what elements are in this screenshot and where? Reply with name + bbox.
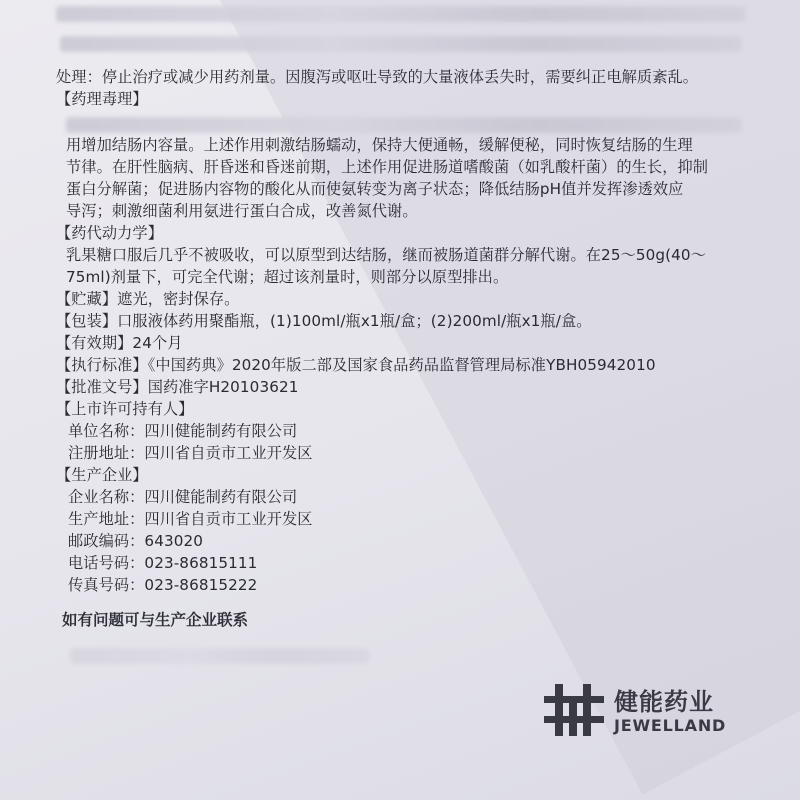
text-line: 处理：停止治疗或减少用药剂量。因腹泻或呕吐导致的大量液体丢失时，需要纠正电解质紊乱。 (56, 68, 699, 86)
text-line: 导泻；刺激细菌利用氨进行蛋白合成，改善氮代谢。 (66, 202, 418, 220)
text-line: 注册地址：四川省自贡市工业开发区 (68, 444, 313, 462)
text-line: 单位名称：四川健能制药有限公司 (68, 422, 298, 440)
text-line: 【上市许可持有人】 (56, 400, 194, 418)
blurred-text-top-2 (60, 36, 742, 52)
text-line: 企业名称：四川健能制药有限公司 (68, 488, 298, 506)
text-line: 传真号码：023-86815222 (68, 576, 258, 594)
contact-note: 如有问题可与生产企业联系 (62, 611, 249, 629)
text-line: 节律。在肝性脑病、肝昏迷和昏迷前期，上述作用促进肠道嗜酸菌（如乳酸杆菌）的生长，抑制 (66, 158, 709, 176)
text-line: 【包装】口服液体药用聚酯瓶，(1)100ml/瓶x1瓶/盒；(2)200ml/瓶x1瓶/盒。 (56, 312, 592, 330)
text-line: 【药理毒理】 (56, 90, 148, 108)
text-line: 生产地址：四川省自贡市工业开发区 (68, 510, 313, 528)
logo-name-cn: 健能药业 (614, 688, 714, 716)
text-line: 【执行标准】《中国药典》2020年版二部及国家食品药品监督管理局标准YBH05942010 (56, 356, 656, 374)
leaflet-body (56, 66, 756, 596)
company-logo (542, 678, 742, 748)
text-line: 【有效期】24个月 (56, 334, 183, 352)
text-line: 电话号码：023-86815111 (68, 554, 258, 572)
blurred-text-bottom (70, 648, 370, 664)
text-line: 乳果糖口服后几乎不被吸收，可以原型到达结肠，继而被肠道菌群分解代谢。在25～50g(40～ (66, 246, 706, 264)
text-line: 【药代动力学】 (56, 224, 164, 242)
text-line: 蛋白分解菌；促进肠内容物的酸化从而使氨转变为离子状态；降低结肠pH值并发挥渗透效应 (66, 180, 684, 198)
text-line: 邮政编码：643020 (68, 532, 204, 550)
text-line: 75ml)剂量下，可完全代谢；超过该剂量时，则部分以原型排出。 (66, 268, 509, 286)
text-line: 【批准文号】国药准字H20103621 (56, 378, 299, 396)
jewelland-logo-mark-icon (542, 678, 606, 742)
text-line: 【生产企业】 (56, 466, 148, 484)
text-line: 用增加结肠内容量。上述作用刺激结肠蠕动，保持大便通畅，缓解便秘，同时恢复结肠的生理 (66, 136, 693, 154)
logo-name-en: JEWELLAND (614, 716, 727, 735)
blurred-text-top-1 (56, 6, 746, 22)
text-line: 【贮藏】遮光，密封保存。 (56, 290, 240, 308)
blank-line (56, 110, 756, 134)
